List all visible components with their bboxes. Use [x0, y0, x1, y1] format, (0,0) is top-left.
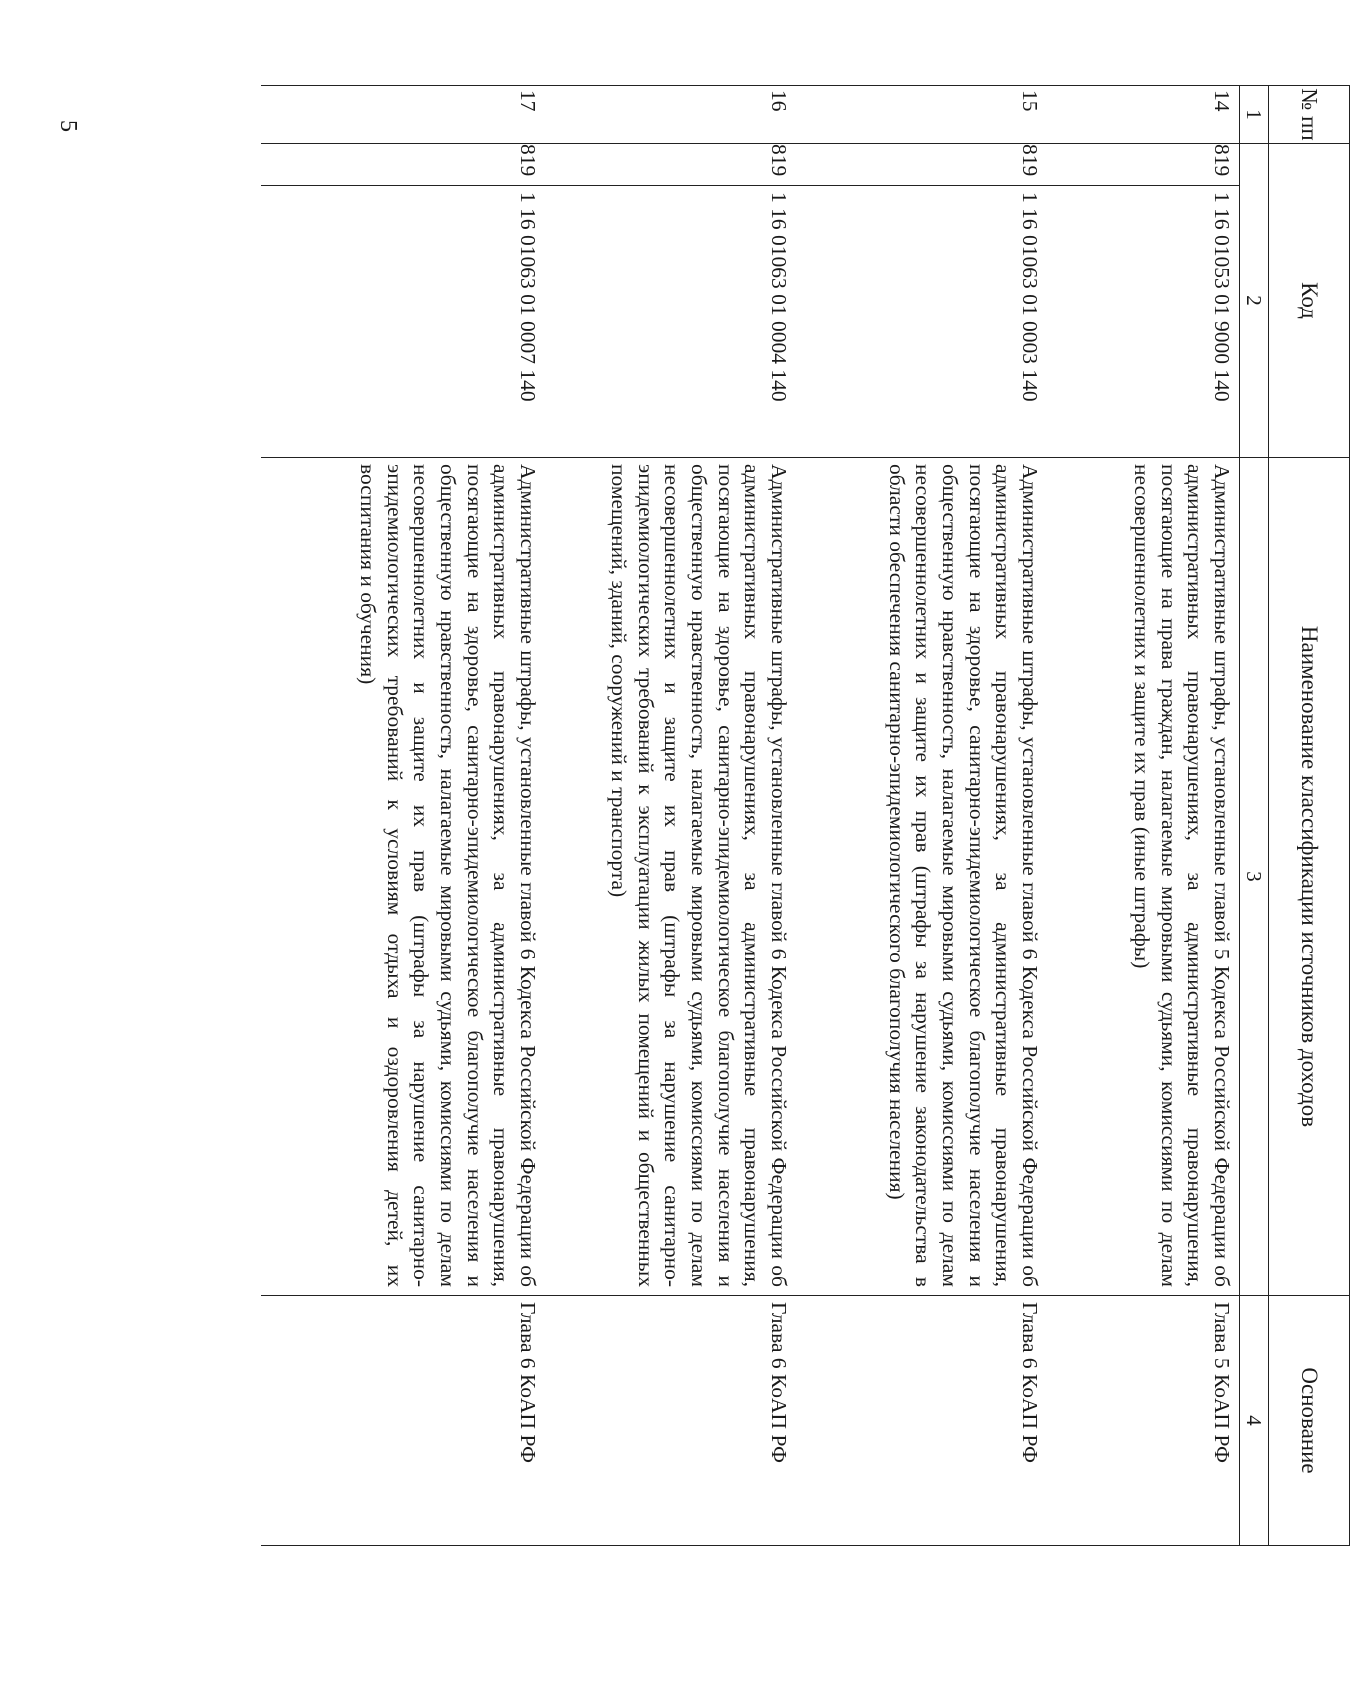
revenue-name: Административные штрафы, установленные главой 6 Кодекса Российской Федерации об административных правонарушениях, за административные правонарушения, посягающие на здоровье, санитарно-эпидемиологическое благополучие населения и общественную нравственность, налагаемые мировыми судьями, комиссиями по делам несовершеннолетних и защите их прав (штрафы за нарушение санитарно-эпидемиологических требований к условиям отдыха и оздоровления детей, их воспитания и обучения) [261, 458, 545, 1296]
legal-basis: Глава 6 КоАП РФ [796, 1296, 1047, 1546]
row-number: 17 [261, 86, 545, 144]
header-base: Основание [1269, 1296, 1350, 1546]
revenue-code: 1 16 01063 01 0004 140 [545, 186, 796, 458]
table-row [545, 86, 796, 1546]
column-number: 2 [1239, 144, 1268, 458]
admin-code: 819 [1047, 144, 1240, 186]
revenue-name: Административные штрафы, установленные главой 6 Кодекса Российской Федерации об административных правонарушениях, за административные правонарушения, посягающие на здоровье, санитарно-эпидемиологическое благополучие населения и общественную нравственность, налагаемые мировыми судьями, комиссиями по делам несовершеннолетних и защите их прав (штрафы за нарушение законодательства в области обеспечения санитарно-эпидемиологического благополучия населения) [796, 458, 1047, 1296]
column-number: 3 [1239, 458, 1268, 1296]
admin-code: 819 [261, 144, 545, 186]
row-number: 15 [796, 86, 1047, 144]
legal-basis: Глава 5 КоАП РФ [1047, 1296, 1240, 1546]
column-number-row [1239, 86, 1268, 1546]
revenue-classification-table [261, 85, 1350, 1546]
row-number: 16 [545, 86, 796, 144]
revenue-code: 1 16 01063 01 0003 140 [796, 186, 1047, 458]
revenue-code: 1 16 01053 01 9000 140 [1047, 186, 1240, 458]
table-row [261, 86, 545, 1546]
page-number: 5 [55, 120, 81, 132]
legal-basis: Глава 6 КоАП РФ [545, 1296, 796, 1546]
rotated-table-container [225, 85, 1350, 1545]
table-row [796, 86, 1047, 1546]
table-row [1047, 86, 1240, 1546]
row-number: 14 [1047, 86, 1240, 144]
table-header-row [1269, 86, 1350, 1546]
admin-code: 819 [545, 144, 796, 186]
revenue-name: Административные штрафы, установленные главой 5 Кодекса Российской Федерации об административных правонарушениях, за административные правонарушения, посягающие на права граждан, налагаемые мировыми судьями, комиссиями по делам несовершеннолетних и защите их прав (иные штрафы) [1047, 458, 1240, 1296]
revenue-name: Административные штрафы, установленные главой 6 Кодекса Российской Федерации об административных правонарушениях, за административные правонарушения, посягающие на здоровье, санитарно-эпидемиологическое благополучие населения и общественную нравственность, налагаемые мировыми судьями, комиссиями по делам несовершеннолетних и защите их прав (штрафы за нарушение санитарно-эпидемиологических требований к эксплуатации жилых помещений и общественных помещений, зданий, сооружений и транспорта) [545, 458, 796, 1296]
header-name: Наименование классификации источников доходов [1269, 458, 1350, 1296]
column-number: 1 [1239, 86, 1268, 144]
admin-code: 819 [796, 144, 1047, 186]
header-num: № пп [1269, 86, 1350, 144]
revenue-code: 1 16 01063 01 0007 140 [261, 186, 545, 458]
column-number: 4 [1239, 1296, 1268, 1546]
header-kod: Код [1269, 144, 1350, 458]
legal-basis: Глава 6 КоАП РФ [261, 1296, 545, 1546]
